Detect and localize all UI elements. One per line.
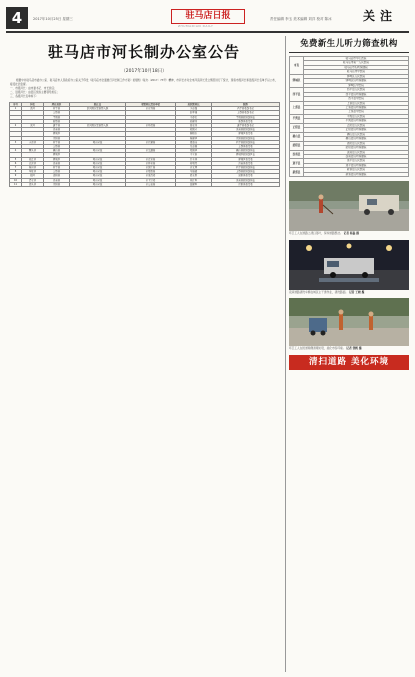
table-cell: 高建军 (176, 182, 212, 186)
cleanup-photo-image (289, 298, 409, 346)
table-cell: 市发改委 (126, 174, 176, 178)
clinic-name: 平舆县人民医院 (304, 114, 409, 118)
clinic-name: 确山县妇幼保健院 (304, 137, 409, 141)
table-cell: 市住建局 (126, 140, 176, 144)
table-cell: 西平县政府副县长 (212, 166, 280, 170)
page-number: 4 (6, 7, 28, 29)
article-note: 三、各级河长名单如下： (10, 95, 39, 98)
clinic-name: 汝南县人民医院 (304, 150, 409, 154)
table-cell: 驿城区委常委 (212, 157, 280, 161)
table-cell: 西平县 (44, 140, 70, 144)
table-cell: 境内全段 (70, 178, 126, 182)
clinic-name: 上蔡县妇幼保健院 (304, 105, 409, 109)
table-cell: 马俊峰 (176, 170, 212, 174)
table-cell: 杨岗河 (22, 166, 44, 170)
column-divider (285, 36, 286, 672)
table-cell: 西平县委副书记 (212, 107, 280, 111)
clinic-name: 遂平县妇幼保健院 (304, 163, 409, 167)
table-cell: 臻头河 (22, 149, 44, 153)
clinic-region: 新蔡县 (290, 168, 304, 177)
table-cell: 5 (10, 157, 22, 161)
column-header: 职务 (212, 103, 280, 107)
table-cell: 2 (10, 124, 22, 128)
masthead-subtitle: ZHUMADIAN DAILY (178, 24, 214, 28)
clinic-name: 西平县妇幼保健院 (304, 92, 409, 96)
street-sweeping-photo (289, 181, 409, 236)
table-cell: 上蔡县 (44, 145, 70, 149)
table-cell: 闾河 (22, 174, 44, 178)
table-cell: 1 (10, 107, 22, 111)
table-cell: 9 (10, 174, 22, 178)
table-cell: 小洪河 (22, 140, 44, 144)
table-cell: 市财政局 (126, 170, 176, 174)
sweeping-photo-image (289, 181, 409, 231)
table-cell: 市公安局 (126, 182, 176, 186)
table-cell: 境内全段 (70, 140, 126, 144)
table-cell: 驿城区政府副区长 (212, 153, 280, 157)
newspaper-page (6, 6, 409, 671)
table-cell: 周海涛 (176, 140, 212, 144)
table-cell: 上蔡县委副书记 (212, 111, 280, 115)
table-cell: 正阳县 (44, 182, 70, 186)
table-cell: 西平县 (44, 166, 70, 170)
table-cell: 正阳县委常委 (212, 182, 280, 186)
clinic-region: 汝南县 (290, 150, 304, 159)
table-cell: 平舆县政府副县长 (212, 115, 280, 119)
clinic-region: 泌阳县 (290, 141, 304, 150)
table-cell: 汝河 (22, 124, 44, 128)
table-cell: 确山县政府副县长 (212, 149, 280, 153)
clinic-name: 遂平县人民医院 (304, 159, 409, 163)
table-row (10, 182, 280, 186)
table-cell: 许文博 (176, 166, 212, 170)
table-cell: 10 (10, 178, 22, 182)
clinic-row (290, 172, 409, 176)
table-cell: 清水河 (22, 178, 44, 182)
clinic-region: 确山县 (290, 132, 304, 141)
table-cell: 汝南县 (44, 128, 70, 132)
clinic-region: 遂平县 (290, 159, 304, 168)
editor-credits: 责任编辑 李玉 美术编辑 刘洋 校对 陈冰 (270, 17, 332, 21)
photo-caption: 环卫工人在道路上清扫落叶，保持道路整洁。 记者 杨磊 摄 (289, 231, 359, 236)
column-header: 起止点 (70, 103, 126, 107)
table-cell: 遂平县委副书记 (212, 124, 280, 128)
header-rule (6, 31, 409, 33)
issue-date: 2017年10月25日 星期三 (33, 17, 73, 21)
photo-caption: 夜间道路清洗车辆在城区主干道作业，清洗路面。 记者 王晓 摄 (289, 289, 365, 294)
table-cell: 溱头河 (22, 182, 44, 186)
table-cell: 正阳县政府副县长 (212, 136, 280, 140)
column-header: 县区级河长 (176, 103, 212, 107)
table-cell: 确山县 (44, 149, 70, 153)
sidebar-rule (289, 52, 409, 53)
section-title: 关注 (362, 9, 397, 23)
table-body (10, 107, 280, 187)
article-note: 一、市级河长：由市委书记、市长担任； (10, 87, 57, 90)
clinic-region: 平舆县 (290, 114, 304, 123)
table-cell: 境内全段 (70, 149, 126, 153)
table-cell: 何明亮 (176, 161, 212, 165)
table-cell: 孙建伟 (176, 119, 212, 123)
clinic-name: 新蔡县人民医院 (304, 168, 409, 172)
sidebar (289, 36, 409, 370)
table-cell: 境内全段 (70, 157, 126, 161)
night-cleaning-photo-image (289, 240, 409, 290)
sidebar-title: 免费新生儿听力筛查机构 (300, 38, 398, 48)
article-title: 驻马店市河长制办公室公告 (47, 43, 240, 61)
article-note: 二、县级河长：由县区党政主要领导担任； (10, 91, 60, 94)
clinic-name: 驻马店市中医院 (304, 70, 409, 74)
table-cell: 市交通局 (126, 149, 176, 153)
table-cell: 赵军锋 (176, 111, 212, 115)
table-cell: 境内全段 (70, 166, 126, 170)
table-cell: 朱红军 (176, 178, 212, 182)
table-cell: 境内全段 (70, 170, 126, 174)
table-cell: 平舆县 (44, 115, 70, 119)
night-cleaning-photo (289, 240, 409, 295)
table-cell: 汝南县委常委 (212, 161, 280, 165)
table-cell: 遂平县 (44, 124, 70, 128)
page-header (6, 6, 409, 30)
masthead-logo: 驻马店日报 (171, 9, 245, 24)
clinic-name: 驻马店市第一人民医院 (304, 61, 409, 65)
table-cell: 市国土局 (126, 166, 176, 170)
table-cell: 洪河源头至新蔡入淮 (70, 107, 126, 111)
table-cell: 上蔡县 (44, 111, 70, 115)
table-cell: 汝南县政府副县长 (212, 128, 280, 132)
table-cell: 境内全段 (70, 182, 126, 186)
table-cell: 11 (10, 182, 22, 186)
column-header: 河名 (22, 103, 44, 107)
table-cell: 新蔡县委常委 (212, 119, 280, 123)
table-cell: 杨建华 (176, 136, 212, 140)
table-cell: 练江河 (22, 157, 44, 161)
clinic-name: 西平县人民医院 (304, 88, 409, 92)
table-cell: 6 (10, 161, 22, 165)
clinic-name: 驻马店市妇幼保健院 (304, 65, 409, 69)
table-cell: 市水利局 (126, 107, 176, 111)
table-cell: 西平县政府副县长 (212, 140, 280, 144)
clinic-region: 西平县 (290, 88, 304, 101)
table-cell: 洪河 (22, 107, 44, 111)
table-cell: 汝南县 (44, 161, 70, 165)
clinic-region: 正阳县 (290, 123, 304, 132)
table-cell: 驿城区 (44, 132, 70, 136)
table-cell: 上蔡县委常委 (212, 145, 280, 149)
table-cell: 泌阳县 (44, 174, 70, 178)
table-cell: 正阳县 (44, 136, 70, 140)
clinic-name: 驻马店市中心医院 (304, 57, 409, 61)
table-cell: 刘国庆 (176, 128, 212, 132)
article-issue: （2017年10月18日） (121, 69, 167, 74)
column-header: 序号 (10, 103, 22, 107)
clinic-name: 正阳县妇幼保健院 (304, 128, 409, 132)
table-cell: 西平县 (44, 107, 70, 111)
article-intro: 根据中共驻马店市委办公室、驻马店市人民政府办公室关于印发《驻马店市全面推行河长制工作方案》的通知（驻办〔2017〕73号）精神，市河长办对全市河流河长设立情况进行了统计，现将市级河长和县级河长名单予以公布，接受社会监督。 (10, 79, 278, 86)
clinic-name: 平舆县妇幼保健院 (304, 119, 409, 123)
table-cell: 李志强 (176, 107, 212, 111)
clinic-region: 上蔡县 (290, 101, 304, 114)
table-cell: 新蔡县 (44, 119, 70, 123)
table-cell: 4 (10, 149, 22, 153)
table-cell: 上蔡县政府副县长 (212, 170, 280, 174)
table-cell: 7 (10, 166, 22, 170)
table-cell: 市林业局 (126, 161, 176, 165)
table-cell: 张宏伟 (176, 124, 212, 128)
table-cell: 胡永胜 (176, 174, 212, 178)
clinic-name: 正阳县人民医院 (304, 123, 409, 127)
table-cell: 王春来 (176, 115, 212, 119)
table-cell: 境内全段 (70, 161, 126, 165)
photo-feature-banner: 清扫道路 美化环境 (289, 355, 409, 370)
river-chief-table (9, 102, 280, 187)
clinic-name: 泌阳县妇幼保健院 (304, 146, 409, 150)
clinic-name: 确山县人民医院 (304, 132, 409, 136)
table-cell: 郑国华 (176, 149, 212, 153)
table-cell: 汝南县政府副县长 (212, 178, 280, 182)
clinic-name: 驿城区妇幼保健院 (304, 79, 409, 83)
table-cell: 汝河源头至新蔡入淮 (70, 124, 126, 128)
table-cell: 3 (10, 140, 22, 144)
table-cell: 市农业局 (126, 157, 176, 161)
clinic-region: 市直 (290, 57, 304, 75)
clinic-name: 西平县中医院 (304, 97, 409, 101)
table-cell: 陈晓东 (176, 132, 212, 136)
announcement-article (6, 36, 282, 187)
table-cell: 北汝河 (22, 161, 44, 165)
table-cell: 驿城区 (44, 153, 70, 157)
table-cell: 驿城区委常委 (212, 132, 280, 136)
column-header: 所在县区 (44, 103, 70, 107)
photo-caption: 环卫工人在街道两侧清理垃圾，美化市容环境。 记者 张帆 摄 (289, 346, 362, 351)
clinic-name: 新蔡县妇幼保健院 (304, 172, 409, 176)
clinic-name: 驿城区人民医院 (304, 74, 409, 78)
clinic-name: 泌阳县人民医院 (304, 141, 409, 145)
table-cell: 境内全段 (70, 174, 126, 178)
clinic-name: 上蔡县人民医院 (304, 101, 409, 105)
clinic-region: 驿城区 (290, 74, 304, 87)
clinic-name: 上蔡县中医院 (304, 110, 409, 114)
table-cell: 8 (10, 170, 22, 174)
cleanup-photo (289, 298, 409, 351)
table-cell: 王立新 (176, 153, 212, 157)
table-cell: 上蔡县 (44, 170, 70, 174)
column-header: 市级河长责任单位 (126, 103, 176, 107)
table-cell: 泌阳县委常委 (212, 174, 280, 178)
table-cell: 驿城区 (44, 157, 70, 161)
clinic-name: 驿城区中医院 (304, 83, 409, 87)
table-cell: 奎旺河 (22, 170, 44, 174)
table-cell: 吴志刚 (176, 145, 212, 149)
table-cell: 汝南县 (44, 178, 70, 182)
clinic-table (289, 56, 409, 177)
clinic-name: 汝南县妇幼保健院 (304, 154, 409, 158)
table-cell: 市环保局 (126, 124, 176, 128)
table-cell: 市卫计委 (126, 178, 176, 182)
table-cell: 冯玉林 (176, 157, 212, 161)
